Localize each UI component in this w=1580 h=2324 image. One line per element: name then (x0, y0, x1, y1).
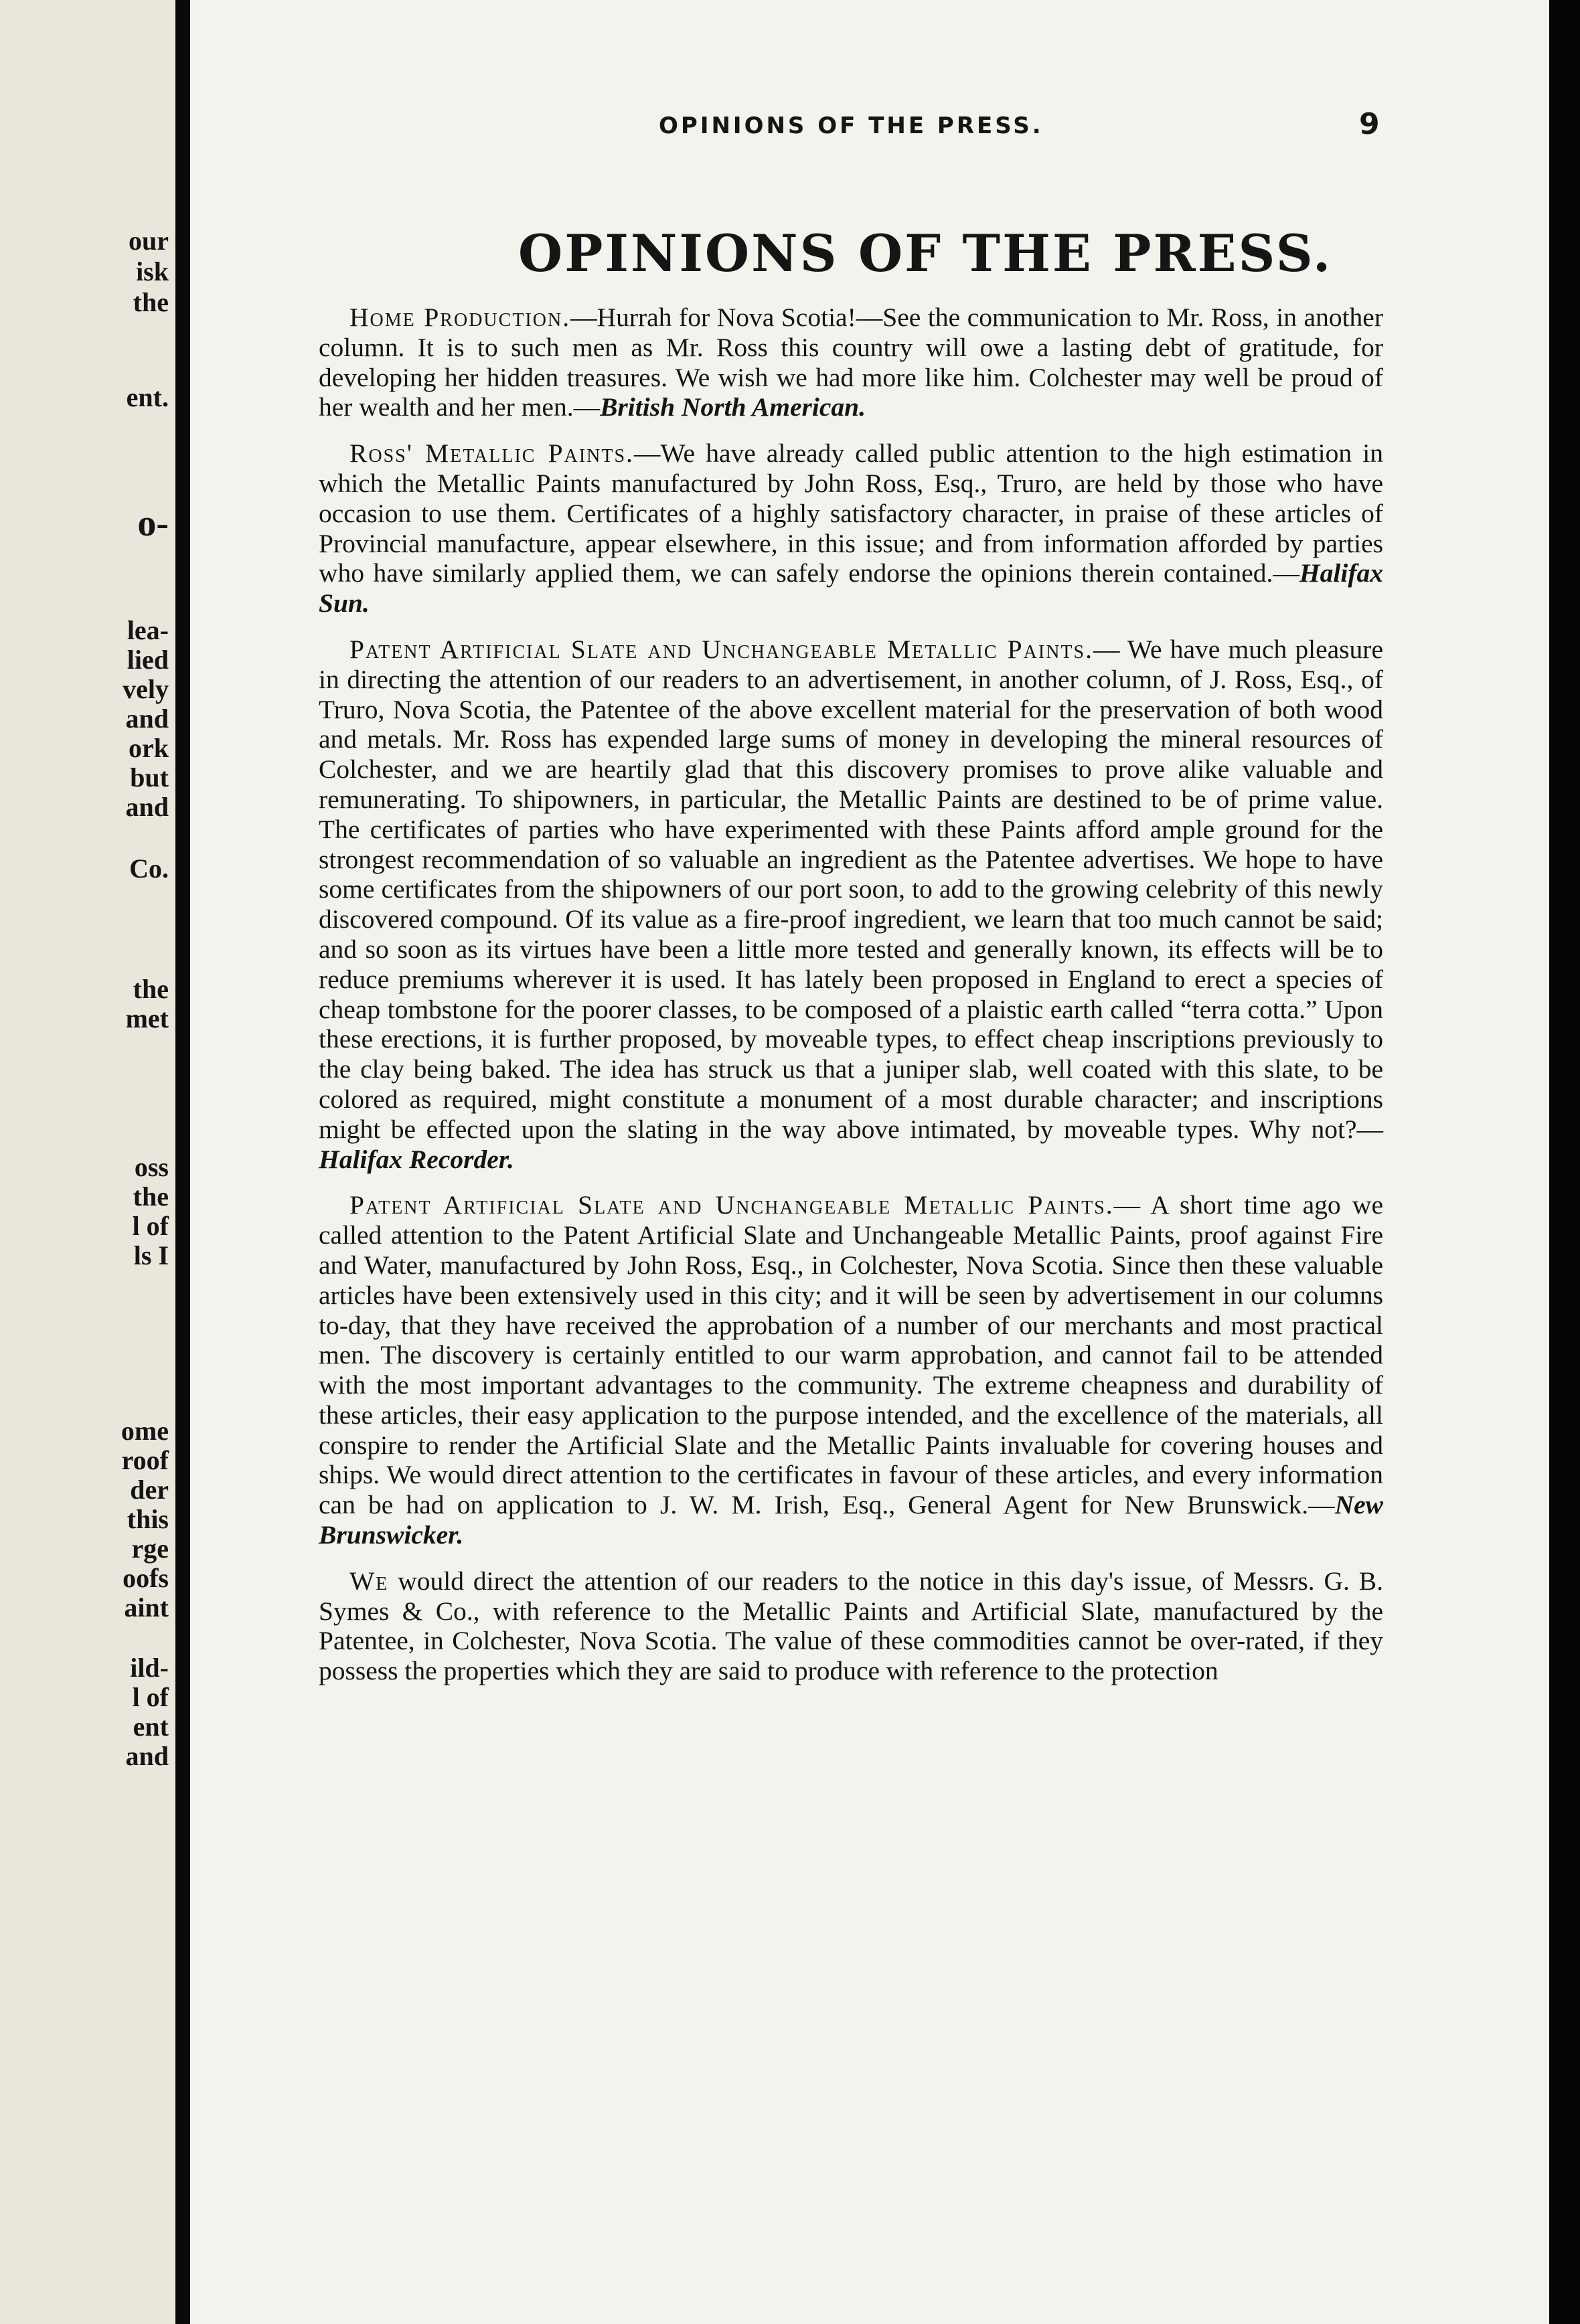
article-paragraph (319, 438, 1383, 618)
left-page-line: ild- (130, 1653, 169, 1683)
article-source: Halifax Recorder. (319, 1144, 514, 1174)
left-page-line: l of (132, 1211, 169, 1241)
article-body: —Hurrah for Nova Scotia!—See the communication to Mr. Ross, in another column. It is to such men as Mr. Ross this country will owe a lasting debt of gratitude, for developing her hidden treasures. We wish we had more like him. Colchester may well be proud of her wealth and her men.— (319, 303, 1383, 422)
left-page-line: aint (124, 1592, 169, 1623)
left-page-line: rge (131, 1533, 169, 1564)
article-body: —We have already called public attention to the high estimation in which the Metallic Paints manufactured by John Ross, Esq., Truro, are held by those who have occasion to use them. Certificates of a highly satisfactory character, in praise of these articles of Provincial manufacture, appear elsewhere, in this issue; and from information afforded by parties who have similarly applied them, we can safely endorse the opinions therein contained.— (319, 438, 1383, 588)
left-page-line: this (127, 1504, 169, 1534)
article-heading: Patent Artificial Slate and Unchangeable Metallic Paints. (349, 634, 1093, 664)
left-page-line: l of (132, 1682, 169, 1712)
article-heading: Patent Artificial Slate and Unchangeable Metallic Paints. (349, 1190, 1114, 1220)
left-page-line: o- (137, 503, 169, 544)
article-body: would direct the attention of our readers to the notice in this day's issue, of Messrs. G. B. Symes & Co., with reference to the Metallic Paints and Artificial Slate, manufactured by the Patentee, in Colchester, Nova Scotia. The value of these commodities cannot be over-rated, if they possess the properties which they are said to produce with reference to the protection (319, 1566, 1383, 1686)
article-heading: Ross' Metallic Paints. (349, 438, 634, 469)
left-page-line: isk (136, 256, 169, 286)
page-edge-shadow (1549, 0, 1580, 2324)
left-page-line: but (130, 762, 169, 793)
left-page-line: ent. (126, 382, 169, 412)
left-page-line: lea- (127, 615, 169, 645)
article-paragraph (319, 303, 1383, 422)
left-page-line: the (133, 287, 169, 317)
left-page-line: oofs (123, 1563, 169, 1593)
article-paragraph (319, 635, 1383, 1174)
page-number: 9 (1359, 107, 1380, 141)
left-page-line: our (129, 226, 169, 256)
article-source: Halifax Sun. (319, 558, 1383, 618)
article-paragraph (319, 1190, 1383, 1550)
article-heading: Home Production. (349, 303, 571, 332)
book-page (190, 0, 1549, 2324)
left-page-line: der (130, 1475, 169, 1505)
running-head: OPINIONS OF THE PRESS. (659, 112, 1044, 139)
left-page-line: lied (127, 645, 169, 675)
left-page-line: the (133, 974, 169, 1004)
article-list (319, 303, 1383, 1702)
left-page-line: roof (121, 1445, 169, 1475)
left-page-line: and (125, 792, 169, 822)
left-page-line: and (125, 1741, 169, 1771)
left-page-line: and (125, 703, 169, 734)
page-title: OPINIONS OF THE PRESS. (518, 224, 1333, 283)
left-page-line: ent (133, 1712, 169, 1742)
article-body: — We have much pleasure in directing the attention of our readers to an advertisement, in another column, of J. Ross, Esq., of Truro, Nova Scotia, the Patentee of the above excellent material for the preservation of both wood and metals. Mr. Ross has expended large sums of money in developing the mineral resources of Colchester, and we are heartily glad that this discovery promises to prove alike valuable and remunerating. To shipowners, in particular, the Metallic Paints are destined to be of prime value. The certificates of parties who have experimented with these Paints afford ample ground for the strongest recommendation of so valuable an ingredient as the Patentee advertises. We hope to have some certificates from the shipowners of our port soon, to add to the growing celebrity of this newly discovered compound. Of its value as a fire-proof ingredient, we learn that too much cannot be said; and so soon as its virtues have been a little more tested and generally known, its effects will be to reduce premiums wherever it is used. It has lately been proposed in England to erect a species of cheap tombstone for the poorer classes, to be composed of a plaistic earth called “terra cotta.” Upon these erections, it is further proposed, by moveable types, to effect cheap inscriptions previously to the clay being baked. The idea has struck us that a juniper slab, well coated with this slate, to be colored as required, might constitute a monument of a most durable character; and inscriptions might be effected upon the slating in the way above intimated, by moveable types. Why not?— (319, 634, 1383, 1144)
left-page-line: ome (121, 1416, 169, 1446)
left-page-line: vely (123, 674, 169, 704)
article-source: British North American. (600, 392, 866, 422)
article-source: New Brunswicker. (319, 1490, 1383, 1550)
article-heading: We (349, 1566, 389, 1596)
left-page-line: ls I (133, 1240, 169, 1270)
left-page-line: the (133, 1181, 169, 1212)
left-page-line: ork (129, 733, 169, 763)
left-page-line: met (125, 1003, 169, 1033)
article-paragraph (319, 1566, 1383, 1686)
article-body: — A short time ago we called attention to the Patent Artificial Slate and Unchangeable Metallic Paints, proof against Fire and Water, manufactured by John Ross, Esq., in Colchester, Nova Scotia. Since then these valuable articles have been extensively used in this city; and it will be seen by advertisement in our columns to-day, that they have received the approbation of a number of our merchants and most practical men. The discovery is certainly entitled to our warm approbation, and cannot fail to be attended with the most important advantages to the community. The extreme cheapness and durability of these articles, their easy application to the purpose intended, and the excellence of the materials, all conspire to render the Artificial Slate and the Metallic Paints invaluable for covering houses and ships. We would direct attention to the certificates in favour of these articles, and every information can be had on application to J. W. M. Irish, Esq., General Agent for New Brunswick.— (319, 1190, 1383, 1520)
book-gutter (175, 0, 190, 2324)
left-page-line: Co. (129, 853, 169, 884)
left-page-fragment (0, 0, 175, 2324)
left-page-line: oss (134, 1152, 169, 1182)
